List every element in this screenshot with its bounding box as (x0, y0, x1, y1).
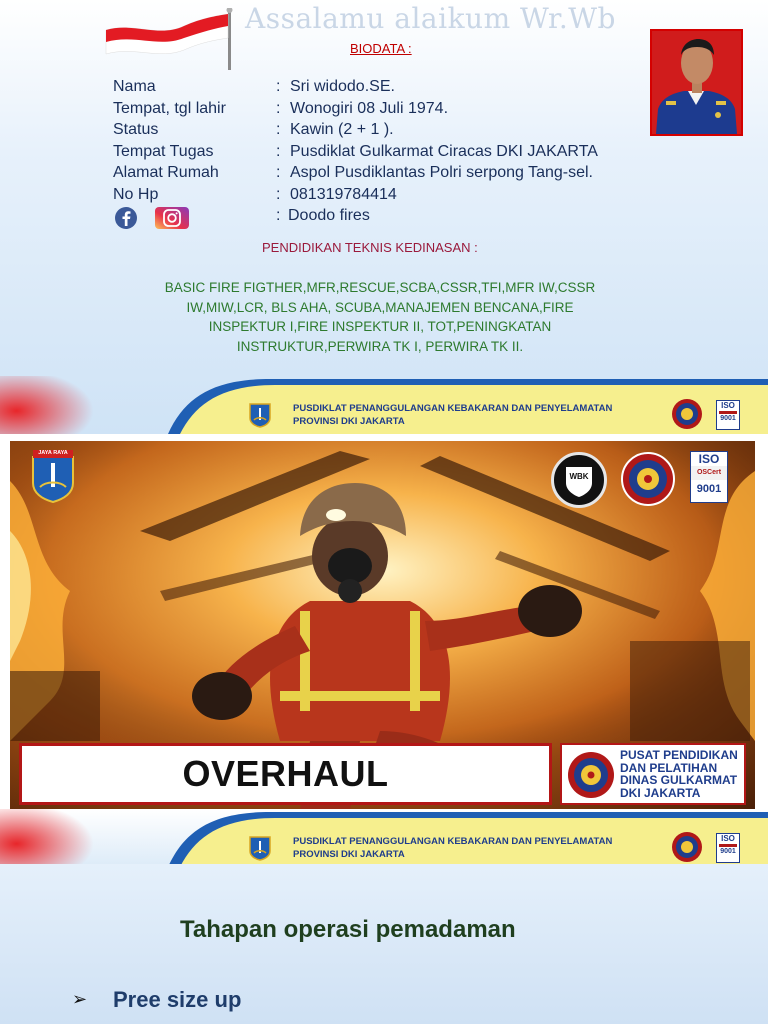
iso-badge (690, 451, 728, 503)
iso-label: ISO (698, 452, 720, 466)
dki-jakarta-emblem-icon (248, 402, 272, 428)
greeting-text: Assalamu alaikum Wr.Wb (245, 2, 616, 35)
slide-title: Tahapan operasi pemadaman (180, 916, 516, 943)
wbk-label: WBK (569, 472, 589, 481)
education-line: INSTRUKTUR,PERWIRA TK I, PERWIRA TK II. (236, 338, 524, 354)
pusat-pendidikan-text (620, 749, 738, 799)
iso-number: 9001 (696, 483, 722, 495)
bio-label: No Hp (113, 185, 159, 203)
biodata-slide (0, 0, 768, 434)
pusat-line: DAN PELATIHAN (620, 760, 718, 775)
bio-value: Wonogiri 08 Juli 1974. (290, 99, 449, 117)
instagram-icon[interactable] (155, 207, 189, 229)
banner-line-1: PUSDIKLAT PENANGGULANGAN KEBAKARAN DAN PENYELAMATAN (293, 836, 613, 847)
bio-colon: : (276, 99, 281, 117)
gulkarmat-logo-icon (670, 398, 704, 430)
oscert-label: OSCert (691, 466, 727, 480)
bio-value: 081319784414 (290, 185, 397, 203)
jaya-raya-label: JAYA RAYA (38, 450, 68, 456)
education-line: BASIC FIRE FIGTHER,MFR,RESCUE,SCBA,CSSR,TFI,MFR IW,CSSR (164, 280, 596, 295)
pusat-line: DINAS GULKARMAT (620, 773, 738, 787)
iso-number: 9001 (720, 415, 736, 422)
iso-badge (716, 400, 740, 430)
profile-photo (650, 29, 743, 136)
wbk-badge (551, 452, 607, 508)
iso-stripe (719, 844, 737, 847)
bio-value: Sri widodo.SE. (290, 78, 395, 95)
facebook-icon[interactable] (113, 207, 139, 229)
iso-label: ISO (721, 401, 735, 410)
bio-label: Tempat Tugas (113, 142, 214, 160)
bio-label: Status (113, 121, 159, 138)
gulkarmat-logo-icon (670, 831, 704, 863)
pusat-line: DKI JAKARTA (620, 785, 701, 800)
education-list (150, 278, 610, 356)
pusat-pendidikan-box (560, 743, 746, 805)
indonesian-flag-icon (104, 8, 234, 70)
dki-jakarta-emblem-icon (248, 835, 272, 861)
pusat-line: PUSAT PENDIDIKAN (620, 748, 738, 762)
tahapan-slide (0, 864, 768, 1024)
social-handle: Doodo fires (288, 207, 370, 224)
education-line: IW,MIW,LCR, BLS AHA, SCUBA,MANAJEMEN BENCANA,FIRE (186, 299, 574, 315)
bio-colon: : (276, 142, 281, 160)
institution-banner (0, 376, 768, 434)
gulkarmat-logo-icon (620, 451, 676, 507)
iso-stripe (719, 411, 737, 414)
dki-jakarta-emblem-icon (30, 449, 76, 503)
bio-colon: : (276, 164, 281, 181)
banner-line-2: PROVINSI DKI JAKARTA (293, 849, 405, 860)
bio-label: Nama (113, 78, 156, 95)
overhaul-slide (10, 441, 755, 810)
bio-colon: : (276, 78, 281, 95)
social-colon: : (276, 207, 281, 224)
banner-title (293, 402, 612, 428)
banner-line-2: PROVINSI DKI JAKARTA (293, 416, 405, 427)
education-heading: PENDIDIKAN TEKNIS KEDINASAN : (262, 240, 478, 255)
overhaul-title: OVERHAUL (182, 753, 389, 794)
overhaul-title-box (19, 743, 552, 805)
bio-value: Aspol Pusdiklantas Polri serpong Tang-sel. (290, 164, 593, 181)
bio-colon: : (276, 121, 281, 138)
bio-value: Kawin (2 + 1 ). (290, 121, 394, 138)
banner-title (293, 835, 612, 861)
iso-label: ISO (721, 834, 735, 843)
social-row (113, 207, 513, 231)
bio-label: Alamat Rumah (113, 164, 219, 181)
banner-line-1: PUSDIKLAT PENANGGULANGAN KEBAKARAN DAN PENYELAMATAN (293, 403, 613, 414)
education-line: INSPEKTUR I,FIRE INSPEKTUR II, TOT,PENINGKATAN (208, 319, 552, 334)
bio-label: Tempat, tgl lahir (113, 99, 226, 117)
bullet-item: Pree size up (113, 987, 242, 1012)
institution-banner (0, 809, 768, 867)
bio-value: Pusdiklat Gulkarmat Ciracas DKI JAKARTA (290, 142, 598, 160)
bio-colon: : (276, 185, 281, 203)
gulkarmat-logo-icon (566, 750, 616, 800)
iso-number: 9001 (720, 848, 736, 855)
iso-badge (716, 833, 740, 863)
arrow-bullet-icon: ➢ (72, 989, 88, 1010)
biodata-heading: BIODATA : (350, 41, 412, 56)
